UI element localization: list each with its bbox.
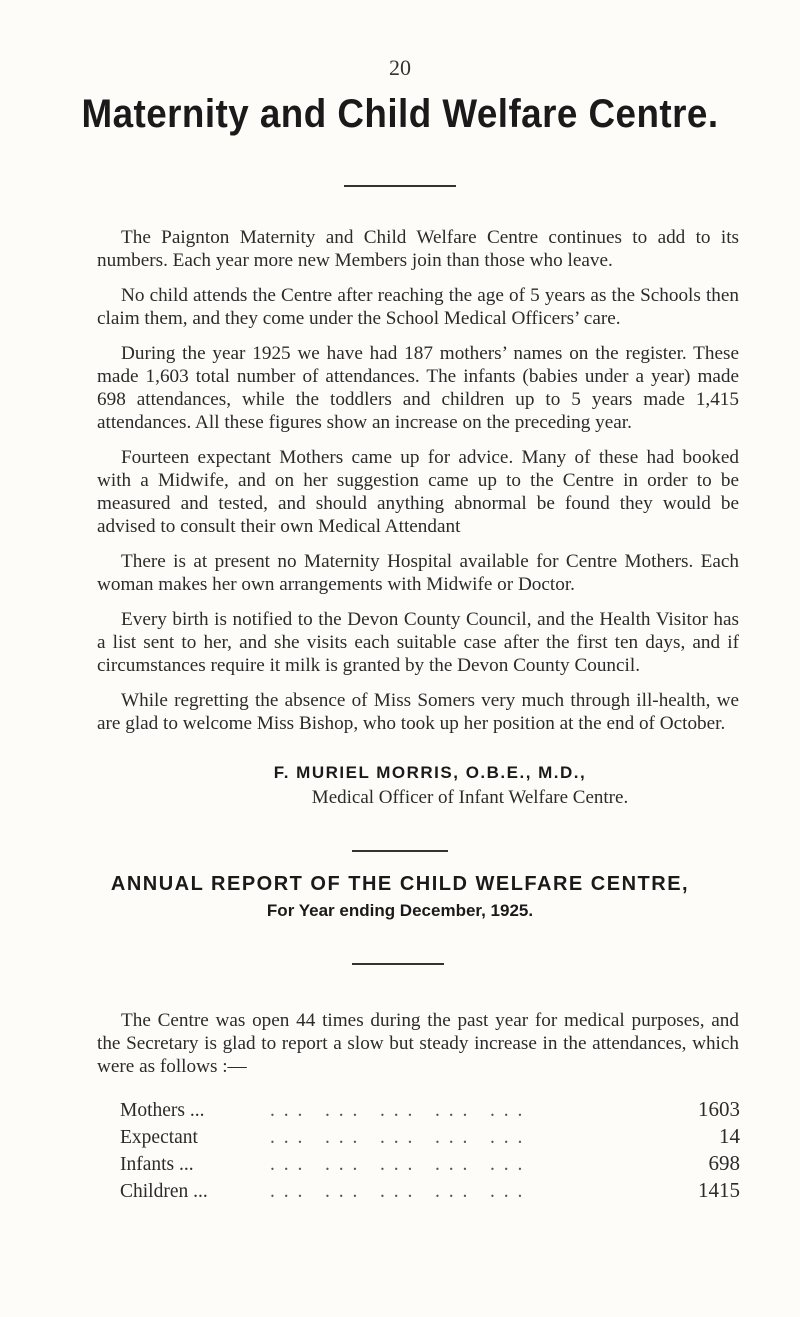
- paragraph-6: Every birth is notified to the Devon County Council, and the Health Visitor has a list sent to her, and she visits each suitable case after the first ten days, and if circumstances require it milk is granted by the Devon County Council.: [97, 609, 739, 676]
- paragraph-3: During the year 1925 we have had 187 mothers’ names on the register. These made 1,603 total number of attendances. The infants (babies under a year) made 698 attendances, while the toddlers and children up to 5 years made 1,415 attendances. All these figures show an increase on the preceding year.: [97, 343, 739, 433]
- attendance-table: [120, 1097, 740, 1205]
- attendance-value: 14: [719, 1124, 740, 1148]
- signature-block: [0, 763, 800, 809]
- leader-dots: . . . . . . . . . . . . . . .: [270, 1127, 525, 1148]
- report-divider: [352, 963, 444, 965]
- section-divider: [352, 850, 448, 852]
- attendance-label: Infants ...: [120, 1154, 194, 1175]
- paragraph-7: While regretting the absence of Miss Somers very much through ill-health, we are glad to welcome Miss Bishop, who took up her position at the end of October.: [97, 690, 739, 734]
- attendance-value: 1415: [698, 1178, 740, 1202]
- report-intro-text: The Centre was open 44 times during the past year for medical purposes, and the Secretary is glad to report a slow but steady increase in the attendances, which were as follows :—: [97, 1010, 739, 1077]
- report-heading-line2: For Year ending December, 1925.: [266, 901, 534, 920]
- report-intro: [97, 1009, 739, 1078]
- paragraph-5: There is at present no Maternity Hospital available for Centre Mothers. Each woman makes her own arrangements with Midwife or Doctor.: [97, 551, 739, 595]
- attendance-value: 1603: [698, 1097, 740, 1121]
- attendance-row: [120, 1097, 740, 1124]
- signature-name: F. MURIEL MORRIS, O.B.E., M.D.,: [273, 763, 587, 782]
- page-number: 20: [389, 55, 411, 80]
- attendance-row: [120, 1151, 740, 1178]
- leader-dots: . . . . . . . . . . . . . . .: [270, 1154, 525, 1175]
- page-title: Maternity and Child Welfare Centre.: [81, 92, 719, 136]
- report-heading: [0, 873, 800, 921]
- paragraph-1: The Paignton Maternity and Child Welfare Centre continues to add to its numbers. Each year more new Members join than those who leave.: [97, 227, 739, 271]
- attendance-row: [120, 1178, 740, 1205]
- attendance-label: Expectant: [120, 1127, 198, 1148]
- attendance-label: Mothers ...: [120, 1100, 205, 1121]
- paragraph-4: Fourteen expectant Mothers came up for advice. Many of these had booked with a Midwife, and on her suggestion came up to the Centre in order to be measured and tested, and should anything abnormal be found they would be advised to consult their own Medical Attendant: [97, 447, 739, 537]
- title-divider: [344, 185, 456, 187]
- paragraph-2: No child attends the Centre after reaching the age of 5 years as the Schools then claim them, and they come under the School Medical Officers’ care.: [97, 285, 739, 329]
- leader-dots: . . . . . . . . . . . . . . .: [270, 1100, 525, 1121]
- attendance-label: Children ...: [120, 1181, 208, 1202]
- article-body: [97, 226, 739, 747]
- attendance-value: 698: [708, 1151, 740, 1175]
- report-heading-line1: ANNUAL REPORT OF THE CHILD WELFARE CENTRE,: [110, 873, 690, 895]
- attendance-row: [120, 1124, 740, 1151]
- leader-dots: . . . . . . . . . . . . . . .: [270, 1181, 525, 1202]
- signature-role: Medical Officer of Infant Welfare Centre.: [311, 787, 629, 808]
